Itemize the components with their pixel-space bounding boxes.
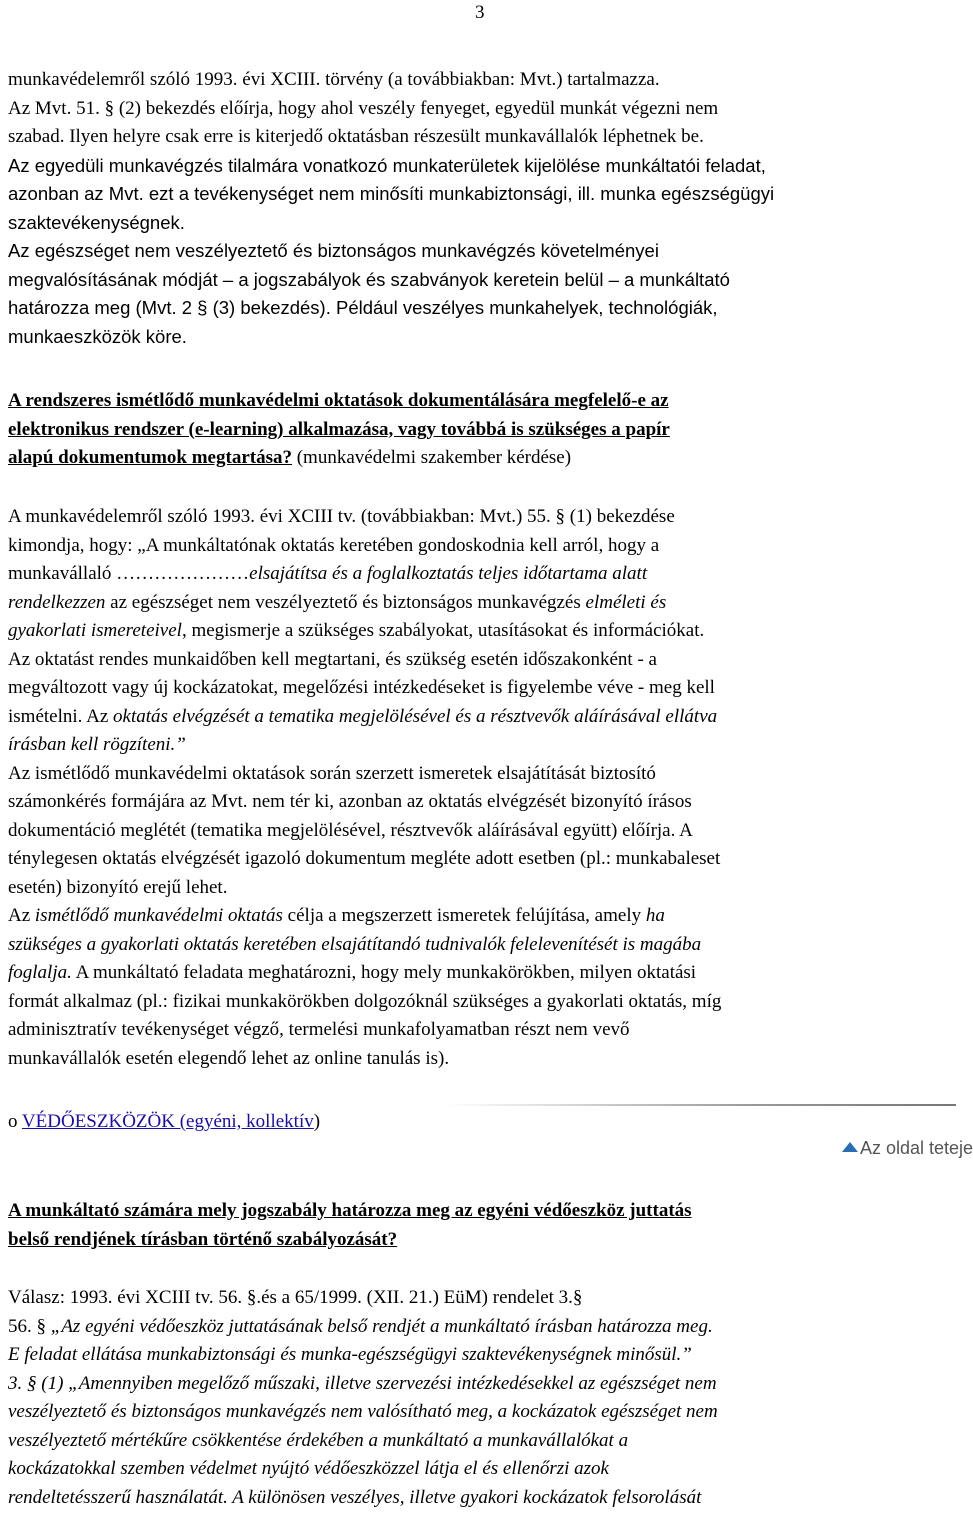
answer-italic: gyakorlati ismereteivel	[8, 620, 182, 641]
question-line: belső rendjének tírásban történő szabályozását?	[8, 1228, 398, 1250]
bullet: o	[8, 1111, 22, 1132]
back-to-top-link[interactable]	[842, 1138, 973, 1164]
answer-italic: foglalja.	[8, 962, 72, 983]
answer-text: A munkáltató feladata meghatározni, hogy mely munkakörökben, milyen oktatási	[71, 962, 697, 983]
answer-italic: „Az egyéni védőeszköz juttatásának belső rendjét a munkáltató írásban határozza meg.	[50, 1315, 713, 1337]
answer-line: Válasz: 1993. évi XCIII tv. 56. §.és a 65/1999. (XII. 21.) EüM) rendelet 3.§	[8, 1287, 583, 1308]
answer-italic: rendelkezzen	[8, 591, 106, 613]
nav-entry	[8, 1108, 956, 1137]
intro-paragraph	[8, 66, 956, 351]
answer-ppe	[8, 1284, 956, 1512]
intro-line: munkavédelemről szóló 1993. évi XCIII. törvény (a továbbiakban: Mvt.) tartalmazza.	[8, 69, 660, 90]
link-closing: )	[313, 1111, 321, 1132]
intro-line: Az egészséget nem veszélyeztető és biztonságos munkavégzés követelményei	[8, 240, 659, 261]
question-line: A rendszeres ismétlődő munkavédelmi oktatások dokumentálására megfelelő-e az	[8, 390, 669, 411]
answer-line: formát alkalmaz (pl.: fizikai munkakörökben dolgozóknál szükséges a gyakorlati oktatás, míg	[8, 990, 722, 1012]
answer-text: ismételni. Az	[8, 705, 114, 727]
intro-line: határozza meg (Mvt. 2 § (3) bekezdés). Például veszélyes munkahelyek, technológiák,	[8, 297, 718, 318]
page-number: 3	[475, 2, 485, 23]
answer-text: az egészséget nem veszélyeztető és biztonságos munkavégzés	[105, 591, 586, 613]
answer-line: számonkérés formájára az Mvt. nem tér ki, azonban az oktatás elvégzését bizonyító írásos	[8, 791, 692, 812]
question-line: A munkáltató számára mely jogszabály határozza meg az egyéni védőeszköz juttatás	[8, 1200, 692, 1221]
horizontal-divider	[446, 1104, 956, 1106]
intro-line: azonban az Mvt. ezt a tevékenységet nem minősíti munkabiztonsági, ill. munka egészségügyi	[8, 183, 775, 204]
answer-line: munkavállalók esetén elegendő lehet az online tanulás is).	[8, 1047, 450, 1069]
answer-italic: oktatás elvégzését a tematika megjelölésével és a résztvevők aláírásával ellátva	[113, 705, 718, 727]
question-ppe	[8, 1197, 956, 1254]
intro-line: szaktevékenységnek.	[8, 211, 185, 233]
arrow-up-icon	[842, 1142, 858, 1152]
answer-elearning	[8, 503, 956, 1073]
answer-italic: 3. § (1) „Amennyiben megelőző műszaki, illetve szervezési intézkedésekkel az egészséget nem	[8, 1372, 717, 1394]
answer-italic: elméleti és	[585, 591, 667, 613]
intro-line: Az Mvt. 51. § (2) bekezdés előírja, hogy ahol veszély fenyeget, egyedül munkát végezni nem	[8, 97, 719, 119]
question-line: alapú dokumentumok megtartása?	[8, 447, 292, 468]
intro-line: szabad. Ilyen helyre csak erre is kiterjedő oktatásban részesült munkavállalók léphetnek be.	[8, 126, 704, 147]
answer-line: kimondja, hogy: „A munkáltatónak oktatás keretében gondoskodnia kell arról, hogy a	[8, 534, 660, 556]
answer-italic: ismétlődő munkavédelmi oktatás	[34, 905, 283, 926]
answer-text: munkavállaló …………………	[8, 563, 250, 584]
back-to-top-label: Az oldal teteje	[860, 1138, 973, 1158]
answer-line: dokumentáció meglétét (tematika megjelölésével, résztvevők aláírásával együtt) előírja. A	[8, 819, 693, 841]
answer-italic: kockázatokkal szemben védelmet nyújtó védőeszközzel látja el és ellenőrzi azok	[8, 1458, 609, 1479]
answer-line: adminisztratív tevékenységet végző, termelési munkafolyamatban részt nem vevő	[8, 1019, 630, 1040]
answer-italic: veszélyeztető mértékűre csökkentése érdekében a munkáltató a munkavállalókat a	[8, 1429, 629, 1451]
link-vedoeszkozok[interactable]: VÉDŐESZKÖZÖK (egyéni, kollektív	[21, 1111, 314, 1132]
question-elearning	[8, 387, 956, 473]
intro-line: Az egyedüli munkavégzés tilalmára vonatkozó munkaterületek kijelölése munkáltatói feladat,	[8, 154, 766, 176]
intro-line: munkaeszközök köre.	[8, 325, 187, 347]
question-line: elektronikus rendszer (e-learning) alkalmazása, vagy továbbá is szükséges a papír	[8, 418, 670, 440]
answer-line: A munkavédelemről szóló 1993. évi XCIII tv. (továbbiakban: Mvt.) 55. § (1) bekezdése	[8, 506, 675, 527]
answer-text: Az	[8, 905, 35, 926]
answer-italic: rendeltetésszerű használatát. A különösen veszélyes, illetve gyakori kockázatok felsorolását	[8, 1486, 702, 1508]
question-source: (munkavédelmi szakember kérdése)	[291, 447, 572, 468]
intro-line: megvalósításának módját – a jogszabályok és szabványok keretein belül – a munkáltató	[8, 268, 730, 290]
answer-italic: E feladat ellátása munkabiztonsági és munka-egészségügyi szaktevékenységnek minősül.”	[8, 1344, 692, 1365]
answer-italic: írásban kell rögzíteni.”	[8, 734, 186, 755]
answer-italic: veszélyeztető és biztonságos munkavégzés nem valósítható meg, a kockázatok egészséget nem	[8, 1401, 718, 1422]
answer-line: esetén) bizonyító erejű lehet.	[8, 876, 228, 898]
answer-text: célja a megszerzett ismeretek felújítása, amely	[282, 905, 646, 926]
answer-line: megváltozott vagy új kockázatokat, megelőzési intézkedéseket is figyelembe véve - meg kell	[8, 677, 715, 698]
answer-line: Az ismétlődő munkavédelmi oktatások során szerzett ismeretek elsajátítását biztosító	[8, 762, 656, 784]
answer-italic: ha	[645, 905, 665, 926]
answer-text: 56. §	[8, 1315, 51, 1337]
answer-line: Az oktatást rendes munkaidőben kell megtartani, és szükség esetén időszakonként - a	[8, 648, 657, 670]
answer-text: , megismerje a szükséges szabályokat, utasításokat és információkat.	[181, 620, 705, 641]
answer-italic: szükséges a gyakorlati oktatás keretében elsajátítandó tudnivalók felelevenítését is magába	[8, 933, 702, 955]
answer-italic: elsajátítsa és a foglalkoztatás teljes időtartama alatt	[249, 563, 648, 584]
answer-line: ténylegesen oktatás elvégzését igazoló dokumentum megléte adott esetben (pl.: munkabaleset	[8, 848, 721, 869]
